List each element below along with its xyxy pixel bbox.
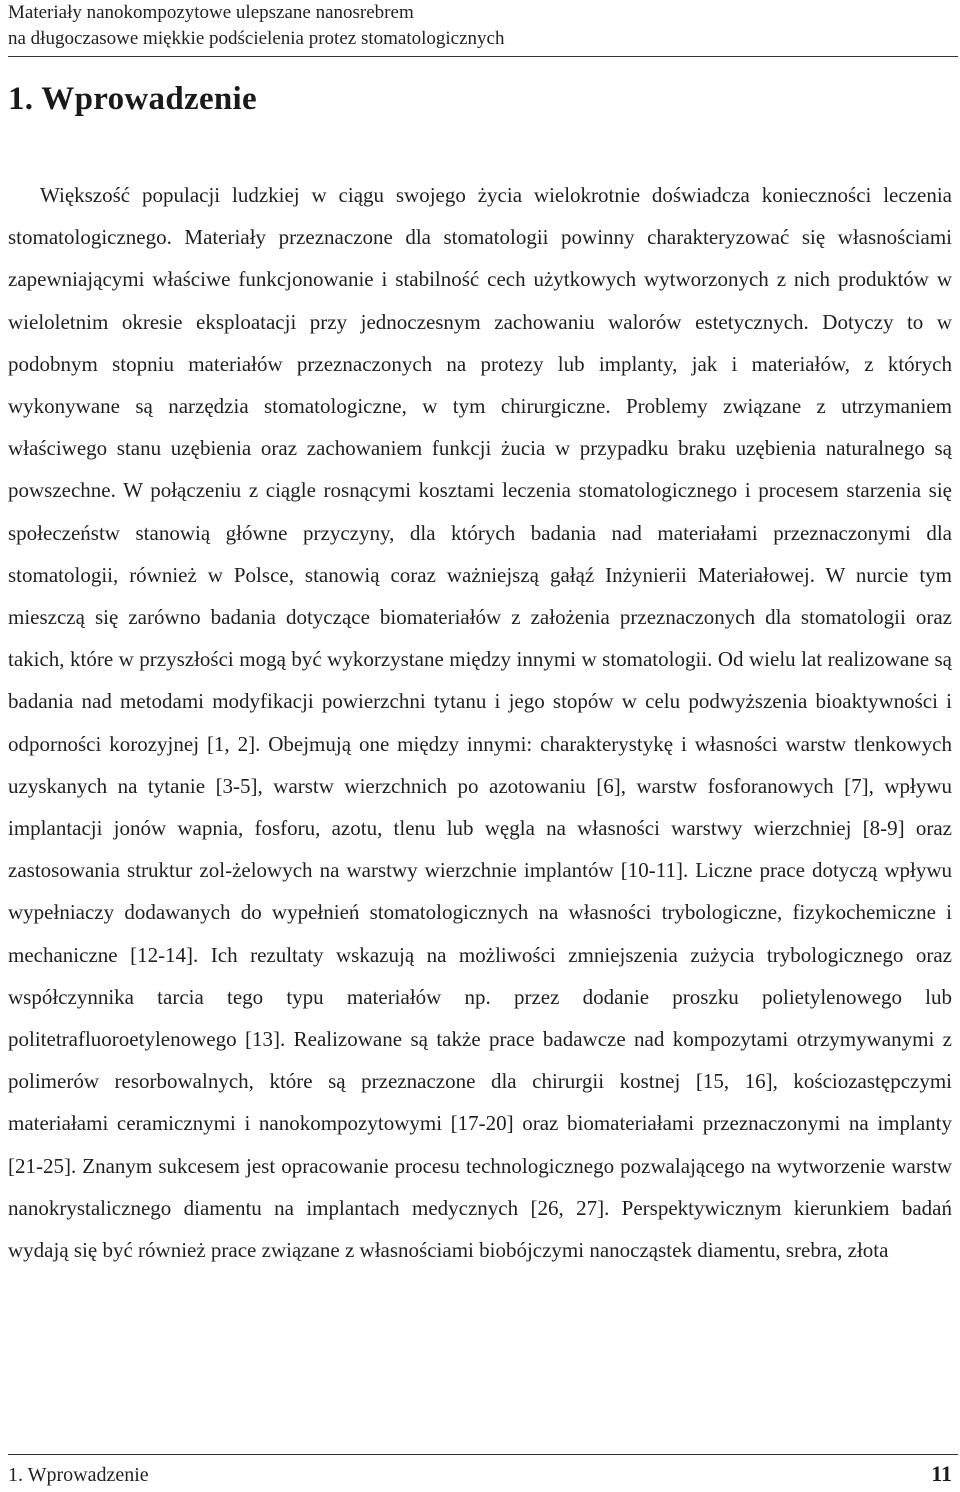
body-paragraph: Większość populacji ludzkiej w ciągu swojego życia wielokrotnie doświadcza konieczności leczenia stomatologicznego. Materiały przeznaczone dla stomatologii powinny charakteryzować się własnościami zapewniającymi właściwe funkcjonowanie i stabilność cech użytkowych wytworzonych z nich produktów w wieloletnim okresie eksploatacji przy jednoczesnym zachowaniu walorów estetycznych. Dotyczy to w podobnym stopniu materiałów przeznaczonych na protezy lub implanty, jak i materiałów, z których wykonywane są narzędzia stomatologiczne, w tym chirurgiczne. Problemy związane z utrzymaniem właściwego stanu uzębienia oraz zachowaniem funkcji żucia w przypadku braku uzębienia naturalnego są powszechne. W połączeniu z ciągle rosnącymi kosztami leczenia stomatologicznego i procesem starzenia się społeczeństw stanowią główne przyczyny, dla których badania nad materiałami przeznaczonymi dla stomatologii, również w Polsce, stanowią coraz ważniejszą gałąź Inżynierii Materiałowej. W nurcie tym mieszczą się zarówno badania dotyczące biomateriałów z założenia przeznaczonych dla stomatologii oraz takich, które w przyszłości mogą być wykorzystane między innymi w stomatologii. Od wielu lat realizowane są badania nad metodami modyfikacji powierzchni tytanu i jego stopów w celu podwyższenia bioaktywności i odporności korozyjnej [1, 2]. Obejmują one między innymi: charakterystykę i własności warstw tlenkowych uzyskanych na tytanie [3-5], warstw wierzchnich po azotowaniu [6], warstw fosforanowych [7], wpływu implantacji jonów wapnia, fosforu, azotu, tlenu lub węgla na własności warstwy wierzchniej [8-9] oraz zastosowania struktur zol-żelowych na warstwy wierzchnie implantów [10-11]. Liczne prace dotyczą wpływu wypełniaczy dodawanych do wypełnień stomatologicznych na własności trybologiczne, fizykochemiczne i mechaniczne [12-14]. Ich rezultaty wskazują na możliwości zmniejszenia zużycia trybologicznego oraz współczynnika tarcia tego typu materiałów np. przez dodanie proszku polietylenowego lub politetrafluoroetylenowego [13]. Realizowane są także prace badawcze nad kompozytami otrzymywanymi z polimerów resorbowalnych, które są przeznaczone dla chirurgii kostnej [15, 16], kościozastępczymi materiałami ceramicznymi i nanokompozytowymi [17-20] oraz biomateriałami przeznaczonymi na implanty [21-25]. Znanym sukcesem jest opracowanie procesu technologicznego pozwalającego na wytworzenie warstw nanokrystalicznego diamentu na implantach medycznych [26, 27]. Perspektywicznym kierunkiem badań wydają się być również prace związane z własnościami biobójczymi nanocząstek diamentu, srebra, złota bbox=[8, 183, 952, 1263]
header-divider bbox=[8, 56, 958, 57]
running-header-line-2: na długoczasowe miękkie podścielenia protez stomatologicznych bbox=[8, 28, 505, 49]
running-header-line-1: Materiały nanokompozytowe ulepszane nanosrebrem bbox=[8, 2, 414, 23]
footer-divider bbox=[8, 1454, 958, 1455]
footer-section-label: 1. Wprowadzenie bbox=[8, 1464, 149, 1486]
page-number: 11 bbox=[931, 1461, 952, 1486]
running-header bbox=[8, 0, 948, 52]
section-title: 1. Wprowadzenie bbox=[8, 81, 257, 117]
